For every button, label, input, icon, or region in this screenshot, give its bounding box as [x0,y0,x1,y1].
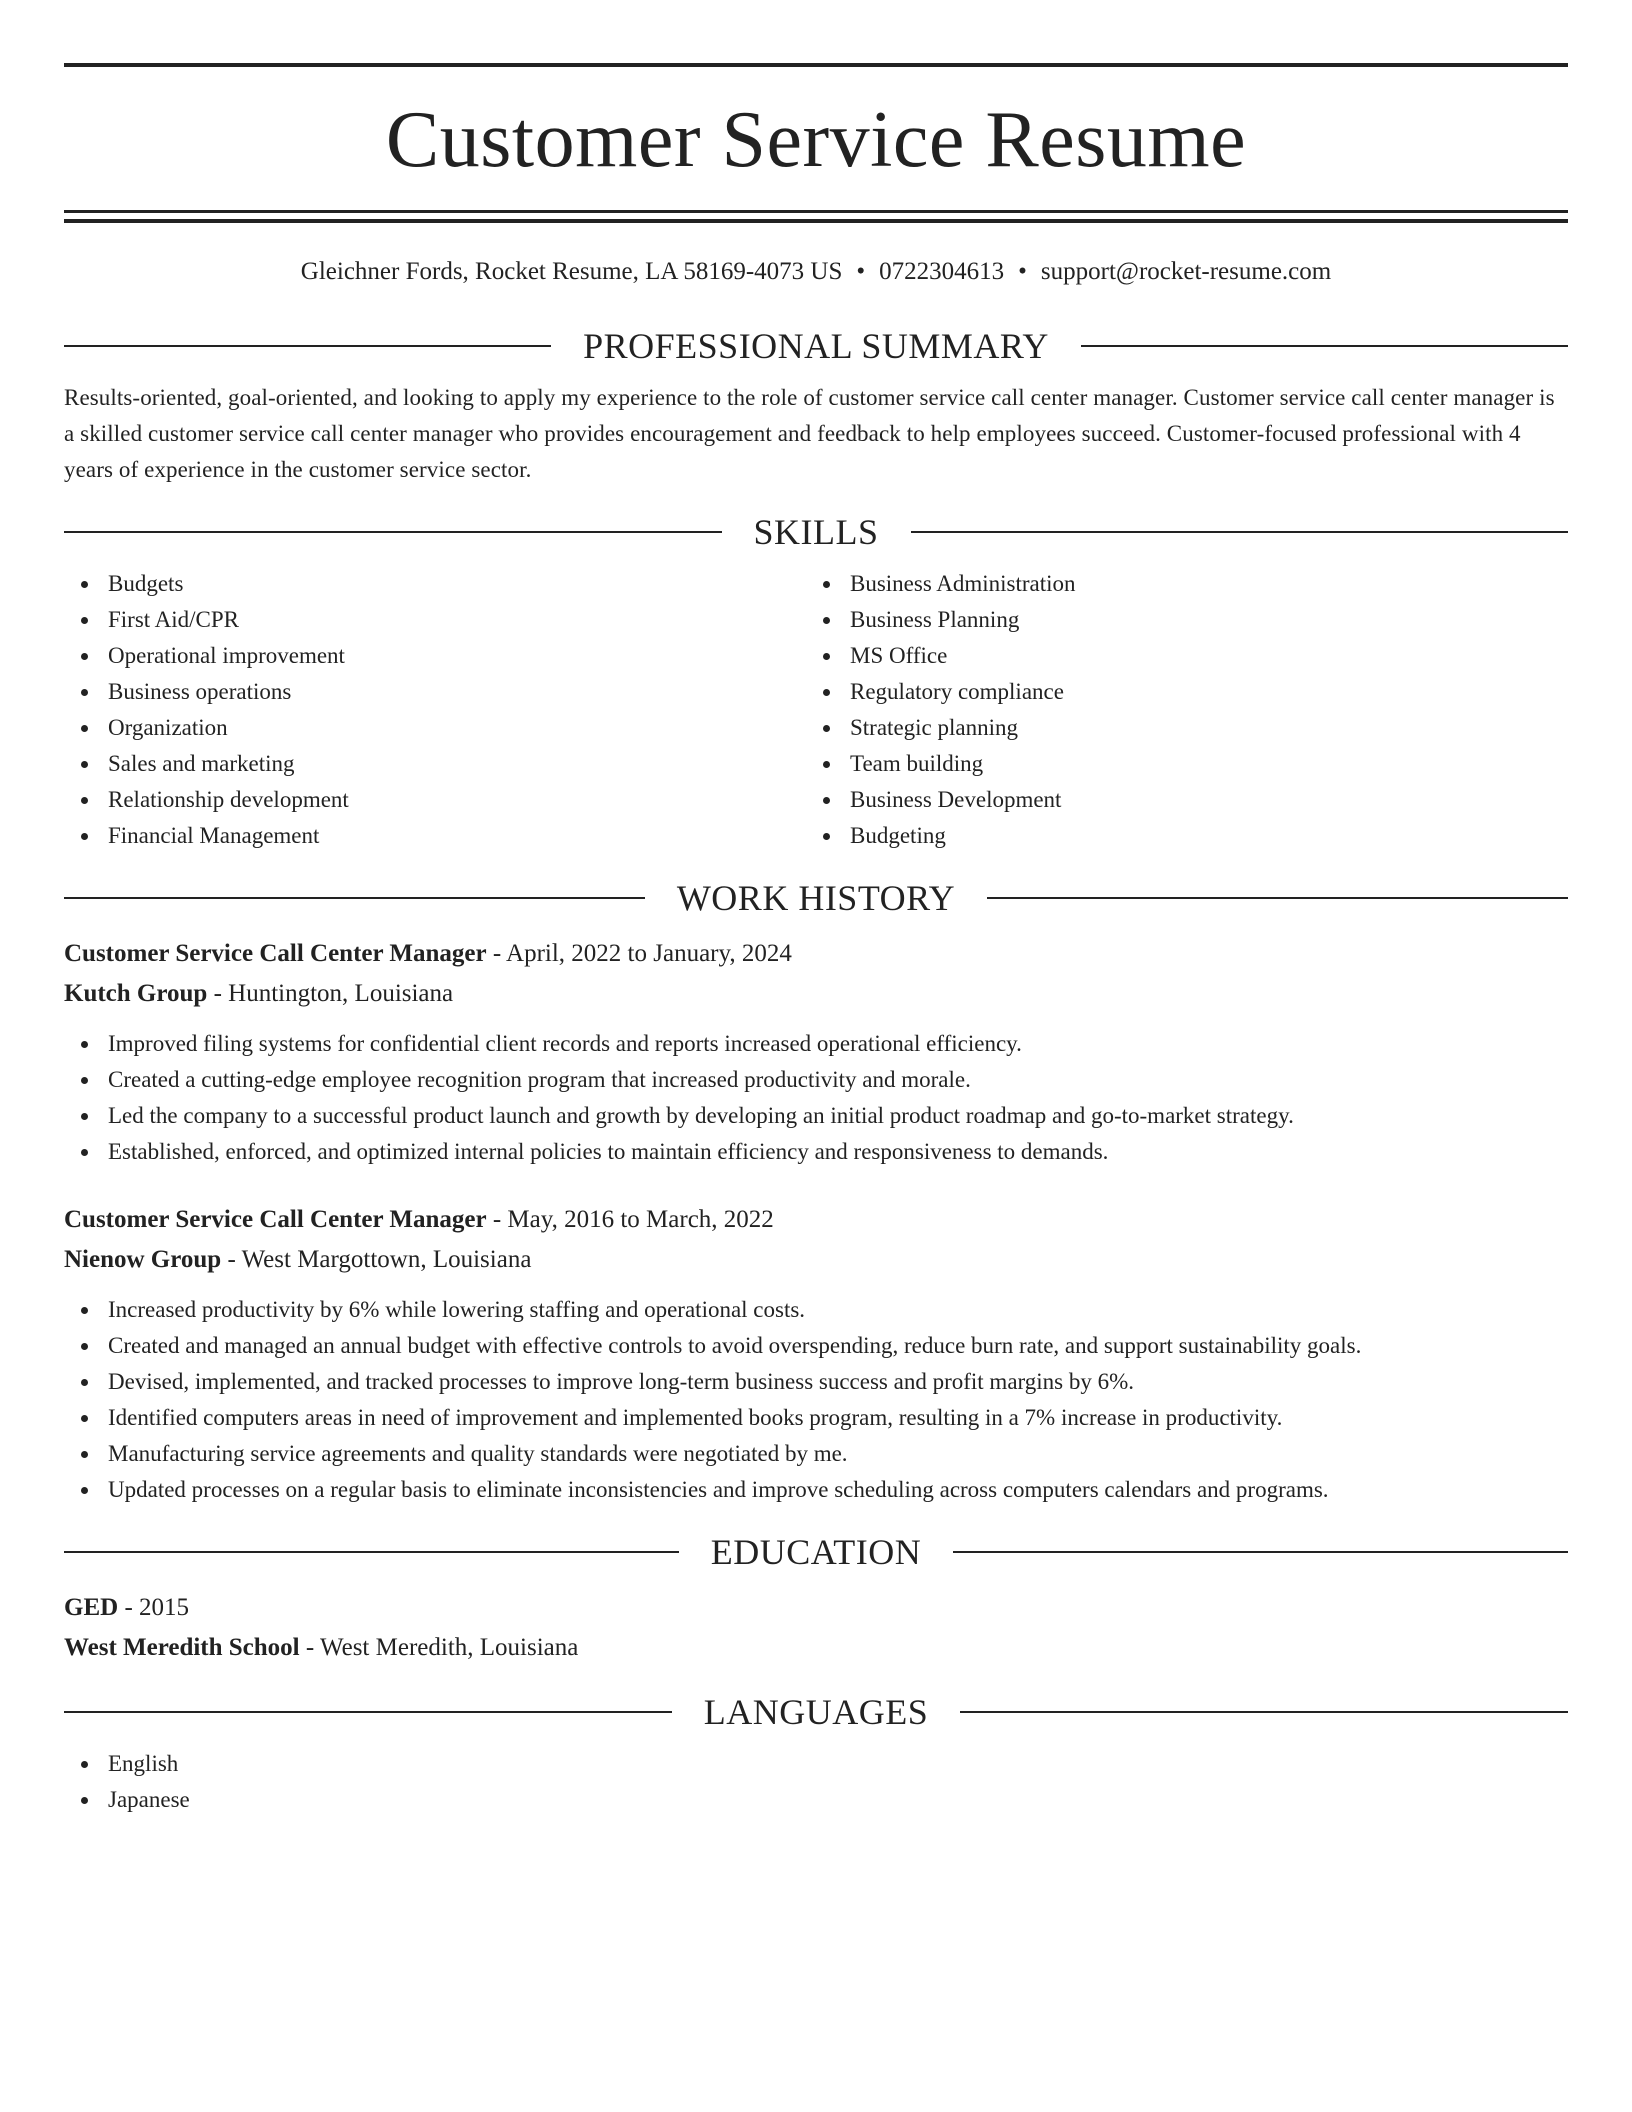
job-title-line [64,1200,1568,1240]
job-dates: - May, 2016 to March, 2022 [486,1206,774,1233]
job-bullet: Identified computers areas in need of improvement and implemented books program, resulting in a 7% increase in productivity. [64,1400,1568,1436]
skill-item: Business Planning [806,602,1548,638]
resume-page [64,0,1568,1818]
job-bullet: Updated processes on a regular basis to eliminate inconsistencies and improve scheduling across computers calendars and programs. [64,1472,1568,1508]
skill-item: Operational improvement [64,638,806,674]
section-rule [1081,345,1568,347]
skill-item: Budgeting [806,818,1548,854]
contact-address: Gleichner Fords, Rocket Resume, LA 58169-4073 US [300,258,843,285]
job-title-line [64,934,1568,974]
job-company-line [64,1240,1568,1280]
job-bullet: Created and managed an annual budget with effective controls to avoid overspending, reduce burn rate, and support sustainability goals. [64,1328,1568,1364]
education-location: - West Meredith, Louisiana [299,1634,579,1661]
job-bullet: Led the company to a successful product launch and growth by developing an initial product roadmap and go-to-market strategy. [64,1098,1568,1134]
skills-list-left [64,566,806,854]
skill-item: Financial Management [64,818,806,854]
contact-separator: • [856,258,866,285]
job-entry [64,1200,1568,1508]
education-school: West Meredith School [64,1634,300,1661]
job-bullet: Created a cutting-edge employee recognition program that increased productivity and morale. [64,1062,1568,1098]
skill-item: Budgets [64,566,806,602]
skills-columns [64,566,1568,854]
section-rule [911,531,1569,533]
section-title-languages: LANGUAGES [703,1692,929,1732]
section-title-work: WORK HISTORY [676,878,956,918]
section-rule [960,1711,1568,1713]
section-rule [953,1551,1568,1553]
page-title: Customer Service Resume [385,96,1247,184]
skills-list-right [806,566,1548,854]
job-bullet: Improved filing systems for confidential client records and reports increased operational efficiency. [64,1026,1568,1062]
job-company: Kutch Group [64,980,208,1007]
job-entry [64,934,1568,1170]
section-title-skills: SKILLS [753,512,879,552]
skill-item: First Aid/CPR [64,602,806,638]
job-bullets [64,1292,1568,1508]
skill-item: Business operations [64,674,806,710]
job-bullet: Increased productivity by 6% while lowering staffing and operational costs. [64,1292,1568,1328]
language-item: Japanese [64,1782,1568,1818]
skill-item: Strategic planning [806,710,1548,746]
contact-line [64,256,1568,288]
job-bullets [64,1026,1568,1170]
education-entry [64,1588,1568,1668]
job-bullet: Devised, implemented, and tracked processes to improve long-term business success and profit margins by 6%. [64,1364,1568,1400]
skill-item: Organization [64,710,806,746]
section-rule [64,531,722,533]
job-company: Nienow Group [64,1246,222,1273]
section-rule [987,897,1568,899]
skill-item: Regulatory compliance [806,674,1548,710]
section-header-skills [64,510,1568,554]
skill-item: Relationship development [64,782,806,818]
education-school-line [64,1628,1568,1668]
contact-phone: 0722304613 [879,258,1005,285]
contact-email: support@rocket-resume.com [1040,258,1332,285]
language-item: English [64,1746,1568,1782]
summary-text: Results-oriented, goal-oriented, and looking to apply my experience to the role of customer service call center manager. Customer service call center manager is a skilled customer service call center manager who provides encouragement and feedback to help employees succeed. Customer-focused professional with 4 years of experience in the customer service sector. [64,385,1555,482]
education-degree-line [64,1588,1568,1628]
section-title-education: EDUCATION [710,1532,922,1572]
education-year: - 2015 [118,1594,190,1621]
job-dates: - April, 2022 to January, 2024 [486,940,792,967]
job-location: - Huntington, Louisiana [207,980,454,1007]
skill-item: MS Office [806,638,1548,674]
section-title-summary: PROFESSIONAL SUMMARY [583,326,1049,366]
section-rule [64,345,551,347]
section-header-languages [64,1690,1568,1734]
education-degree: GED [64,1594,119,1621]
title-double-rule [64,210,1568,223]
job-bullet: Established, enforced, and optimized internal policies to maintain efficiency and responsiveness to demands. [64,1134,1568,1170]
languages-list [64,1746,1568,1818]
skill-item: Business Administration [806,566,1548,602]
job-bullet: Manufacturing service agreements and quality standards were negotiated by me. [64,1436,1568,1472]
section-header-education [64,1530,1568,1574]
top-rule [64,63,1568,67]
skill-item: Team building [806,746,1548,782]
section-header-summary [64,324,1568,368]
job-company-line [64,974,1568,1014]
section-rule [64,1551,679,1553]
job-title: Customer Service Call Center Manager [64,940,487,967]
section-rule [64,897,645,899]
skill-item: Sales and marketing [64,746,806,782]
contact-separator: • [1018,258,1027,285]
section-header-work [64,876,1568,920]
job-location: - West Margottown, Louisiana [221,1246,532,1273]
skill-item: Business Development [806,782,1548,818]
job-title: Customer Service Call Center Manager [64,1206,487,1233]
section-rule [64,1711,672,1713]
